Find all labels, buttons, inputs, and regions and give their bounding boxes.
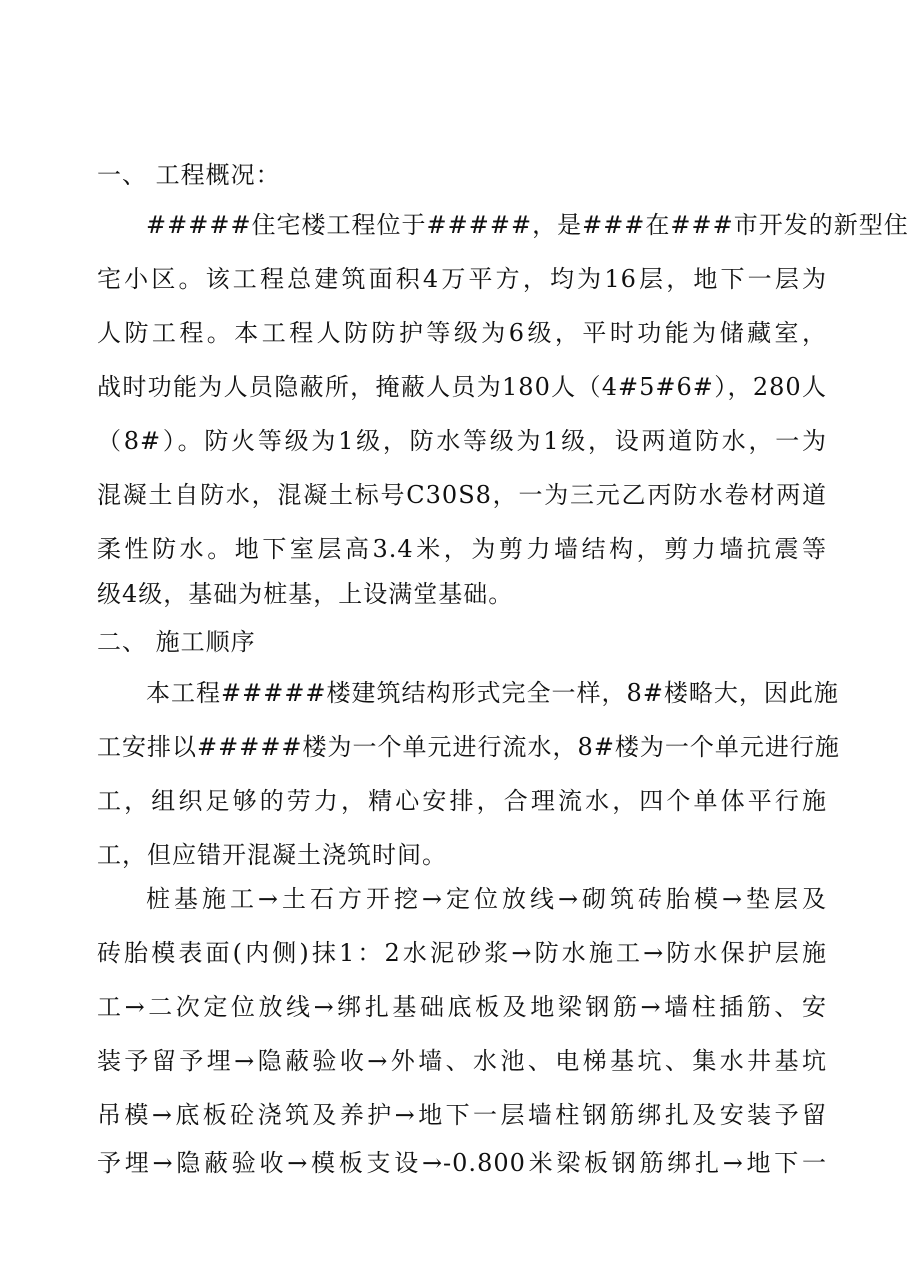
paragraph-line: #####住宅楼工程位于#####，是###在###市开发的新型住 — [146, 211, 909, 239]
paragraph-line: 工安排以#####楼为一个单元进行流水，8#楼为一个单元进行施 — [97, 733, 840, 761]
paragraph-line: 吊模→底板砼浇筑及养护→地下一层墙柱钢筋绑扎及安装予留 — [97, 1101, 827, 1129]
paragraph-line: 宅小区。该工程总建筑面积4万平方，均为16层，地下一层为 — [97, 265, 827, 293]
paragraph-line: 砖胎模表面(内侧)抹1：2水泥砂浆→防水施工→防水保护层施 — [97, 939, 827, 967]
paragraph-line: 柔性防水。地下室层高3.4米，为剪力墙结构，剪力墙抗震等 — [97, 535, 827, 563]
paragraph-line: 战时功能为人员隐蔽所，掩蔽人员为180人（4#5#6#），280人 — [97, 373, 827, 401]
paragraph-line: 人防工程。本工程人防防护等级为6级，平时功能为储藏室， — [97, 319, 827, 347]
paragraph-line-last: 级4级，基础为桩基，上设满堂基础。 — [97, 580, 514, 608]
paragraph-line-last: 工，但应错开混凝土浇筑时间。 — [97, 841, 447, 869]
paragraph-line: （8#）。防火等级为1级，防水等级为1级，设两道防水，一为 — [97, 427, 827, 455]
paragraph-line: 装予留予埋→隐蔽验收→外墙、水池、电梯基坑、集水井基坑 — [97, 1047, 827, 1075]
paragraph-line: 混凝土自防水，混凝土标号C30S8，一为三元乙丙防水卷材两道 — [97, 481, 827, 509]
section-heading-overview: 一、 工程概况： — [97, 161, 281, 189]
paragraph-line: 予埋→隐蔽验收→模板支设→-0.800米梁板钢筋绑扎→地下一 — [97, 1149, 827, 1177]
paragraph-line: 本工程#####楼建筑结构形式完全一样，8#楼略大，因此施 — [146, 679, 839, 707]
paragraph-line: 桩基施工→土石方开挖→定位放线→砌筑砖胎模→垫层及 — [146, 885, 827, 913]
section-heading-sequence: 二、 施工顺序 — [97, 628, 256, 656]
paragraph-line: 工→二次定位放线→绑扎基础底板及地梁钢筋→墙柱插筋、安 — [97, 993, 827, 1021]
paragraph-line: 工，组织足够的劳力，精心安排，合理流水，四个单体平行施 — [97, 787, 827, 815]
